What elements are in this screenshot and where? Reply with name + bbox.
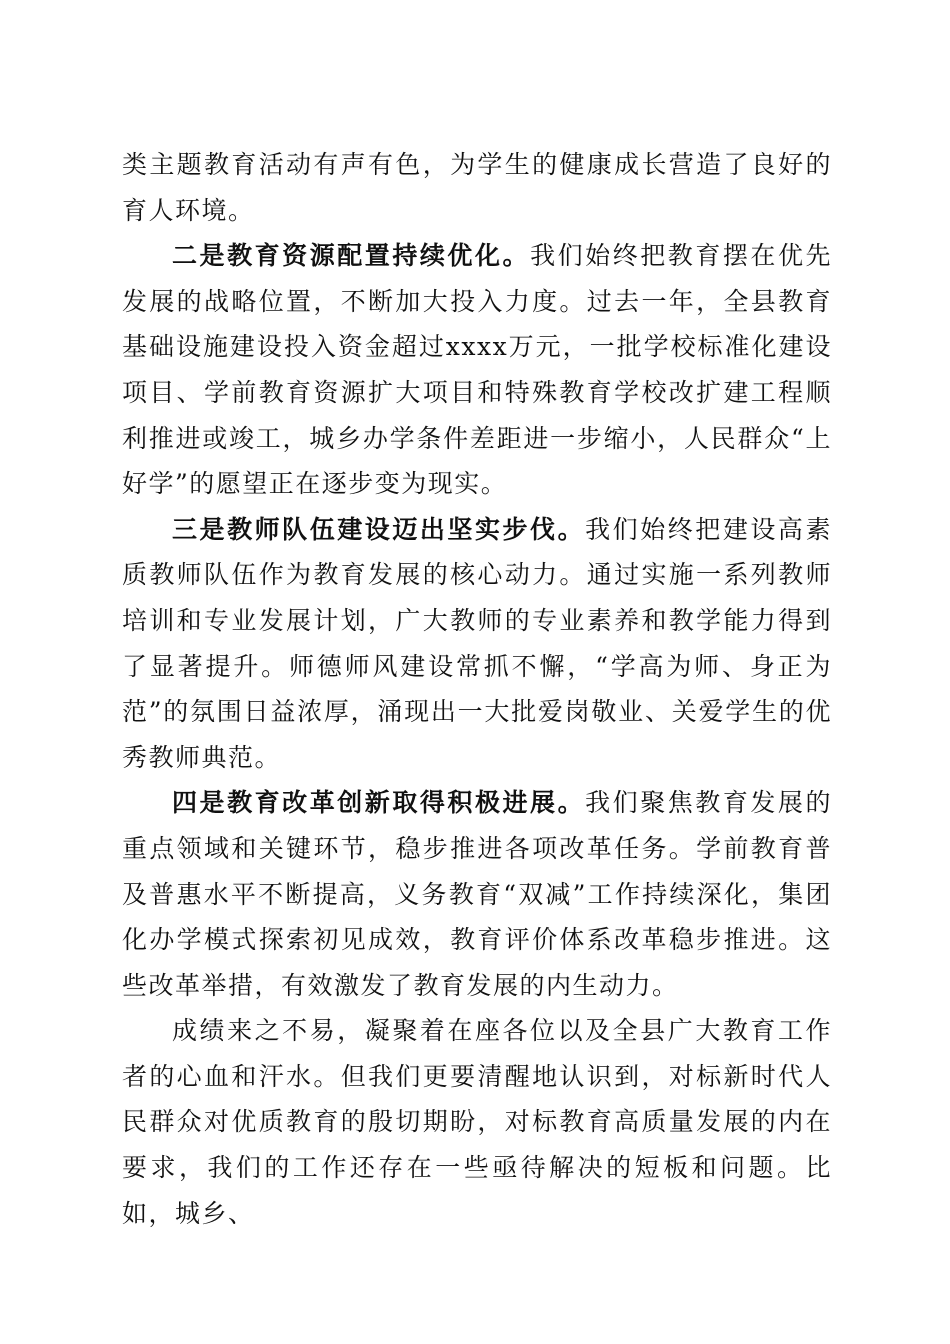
paragraph-reform	[122, 780, 832, 1008]
paragraph-lead: 四是教育改革创新取得积极进展。	[172, 788, 586, 818]
document-body	[122, 142, 832, 1236]
paragraph-resources	[122, 233, 832, 507]
paragraph-lead: 三是教师队伍建设迈出坚实步伐。	[172, 514, 586, 544]
paragraph-text: 我们始终把教育摆在优先发展的战略位置，不断加大投入力度。过去一年，全县教育基础设施建设投入资金超过xxxx万元，一批学校标准化建设项目、学前教育资源扩大项目和特殊教育学校改扩建工程顺利推进或竣工，城乡办学条件差距进一步缩小，人民群众“上好学”的愿望正在逐步变为现实。	[122, 241, 832, 499]
paragraph-teachers	[122, 507, 832, 781]
paragraph-text: 类主题教育活动有声有色，为学生的健康成长营造了良好的育人环境。	[122, 150, 832, 225]
paragraph-text: 我们始终把建设高素质教师队伍作为教育发展的核心动力。通过实施一系列教师培训和专业发展计划，广大教师的专业素养和教学能力得到了显著提升。师德师风建设常抓不懈，“学高为师、身正为范”的氛围日益浓厚，涌现出一大批爱岗敬业、关爱学生的优秀教师典范。	[122, 514, 832, 772]
paragraph-achievements	[122, 1008, 832, 1236]
paragraph-continued	[122, 142, 832, 233]
paragraph-text: 成绩来之不易，凝聚着在座各位以及全县广大教育工作者的心血和汗水。但我们更要清醒地认识到，对标新时代人民群众对优质教育的殷切期盼，对标教育高质量发展的内在要求，我们的工作还存在一些亟待解决的短板和问题。比如，城乡、	[122, 1016, 832, 1228]
paragraph-lead: 二是教育资源配置持续优化。	[172, 241, 531, 271]
paragraph-text: 我们聚焦教育发展的重点领域和关键环节，稳步推进各项改革任务。学前教育普及普惠水平不断提高，义务教育“双减”工作持续深化，集团化办学模式探索初见成效，教育评价体系改革稳步推进。这些改革举措，有效激发了教育发展的内生动力。	[122, 788, 832, 1000]
